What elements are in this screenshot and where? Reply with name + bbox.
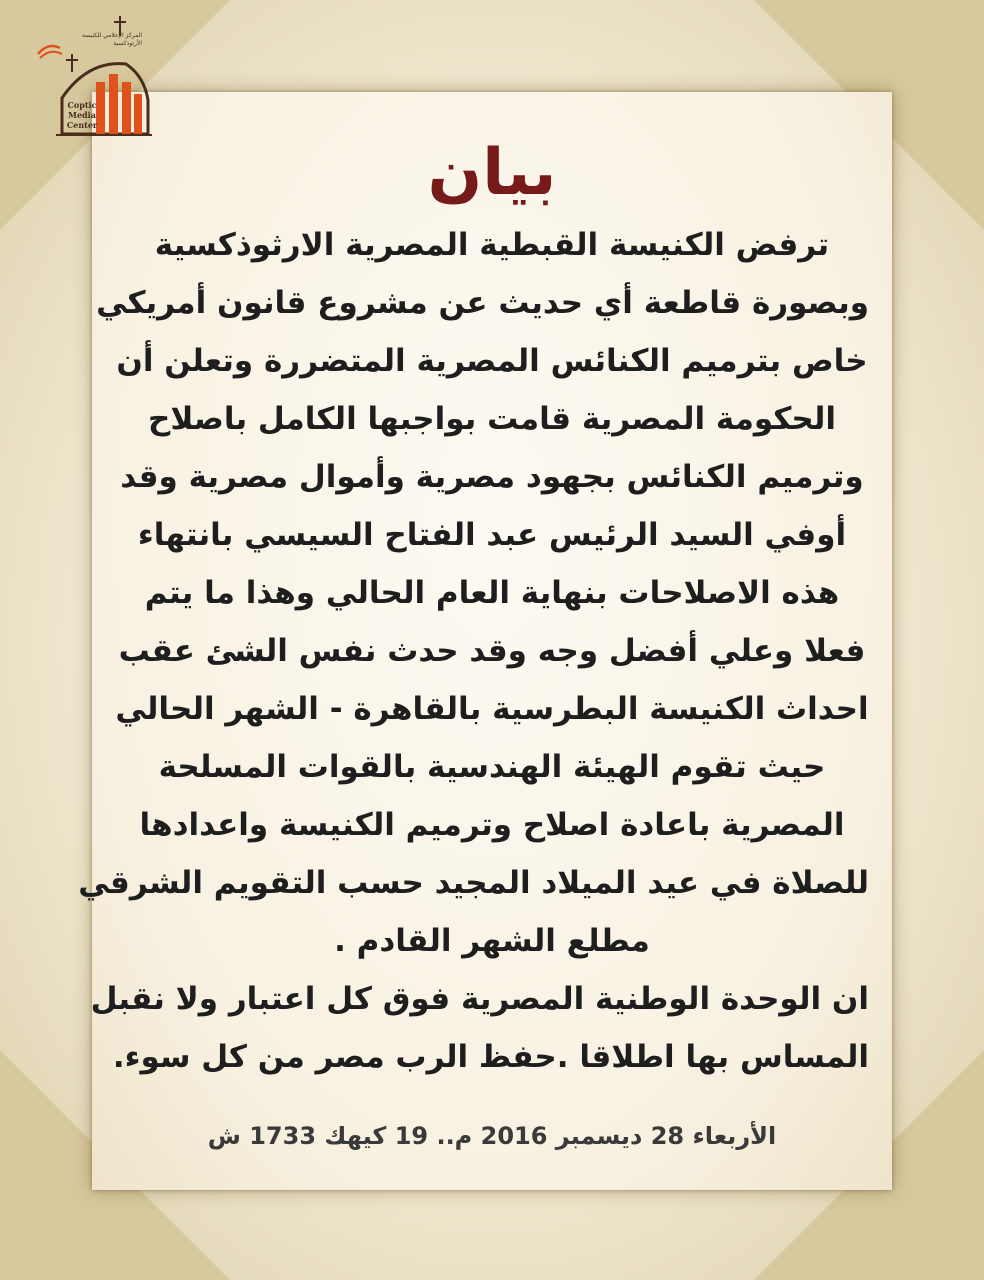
statement-date: الأربعاء 28 ديسمبر 2016 م.. 19 كيهك 1733 ش <box>207 1122 777 1150</box>
body-line: وترميم الكنائس بجهود مصرية وأموال مصرية وقد <box>120 459 864 495</box>
body-line: أوفي السيد الرئيس عبد الفتاح السيسي بانتهاء <box>137 517 847 553</box>
body-line: حيث تقوم الهيئة الهندسية بالقوات المسلحة <box>158 749 826 785</box>
body-line: خاص بترميم الكنائس المصرية المتضررة وتعلن أن <box>116 343 868 379</box>
body-line: احداث الكنيسة البطرسية بالقاهرة - الشهر الحالي <box>115 691 869 727</box>
body-line: المساس بها اطلاقا .حفظ الرب مصر من كل سوء. <box>112 1039 869 1075</box>
logo-arabic-text: المركز الإعلامي للكنيسة الأرثوذكسية <box>81 32 142 47</box>
body-line: الحكومة المصرية قامت بواجبها الكامل باصلاح <box>147 401 836 437</box>
statement-body <box>78 216 869 1086</box>
body-line: هذه الاصلاحات بنهاية العام الحالي وهذا ما يتم <box>144 575 840 611</box>
body-line: فعلا وعلي أفضل وجه وقد حدث نفس الشئ عقب <box>118 633 866 669</box>
body-line: ان الوحدة الوطنية المصرية فوق كل اعتبار ولا نقبل <box>90 981 869 1017</box>
coptic-media-center-logo <box>26 14 156 139</box>
body-line: المصرية باعادة اصلاح وترميم الكنيسة واعدادها <box>139 807 845 843</box>
logo-english-text: Coptic Media Center <box>66 100 98 130</box>
body-line: للصلاة في عيد الميلاد المجيد حسب التقويم الشرقي <box>78 865 869 901</box>
body-line: ترفض الكنيسة القبطية المصرية الارثوذكسية <box>154 227 830 263</box>
body-line: مطلع الشهر القادم . <box>334 923 650 959</box>
body-line: وبصورة قاطعة أي حديث عن مشروع قانون أمريكي <box>96 285 869 321</box>
statement-title: بيان <box>427 136 557 210</box>
